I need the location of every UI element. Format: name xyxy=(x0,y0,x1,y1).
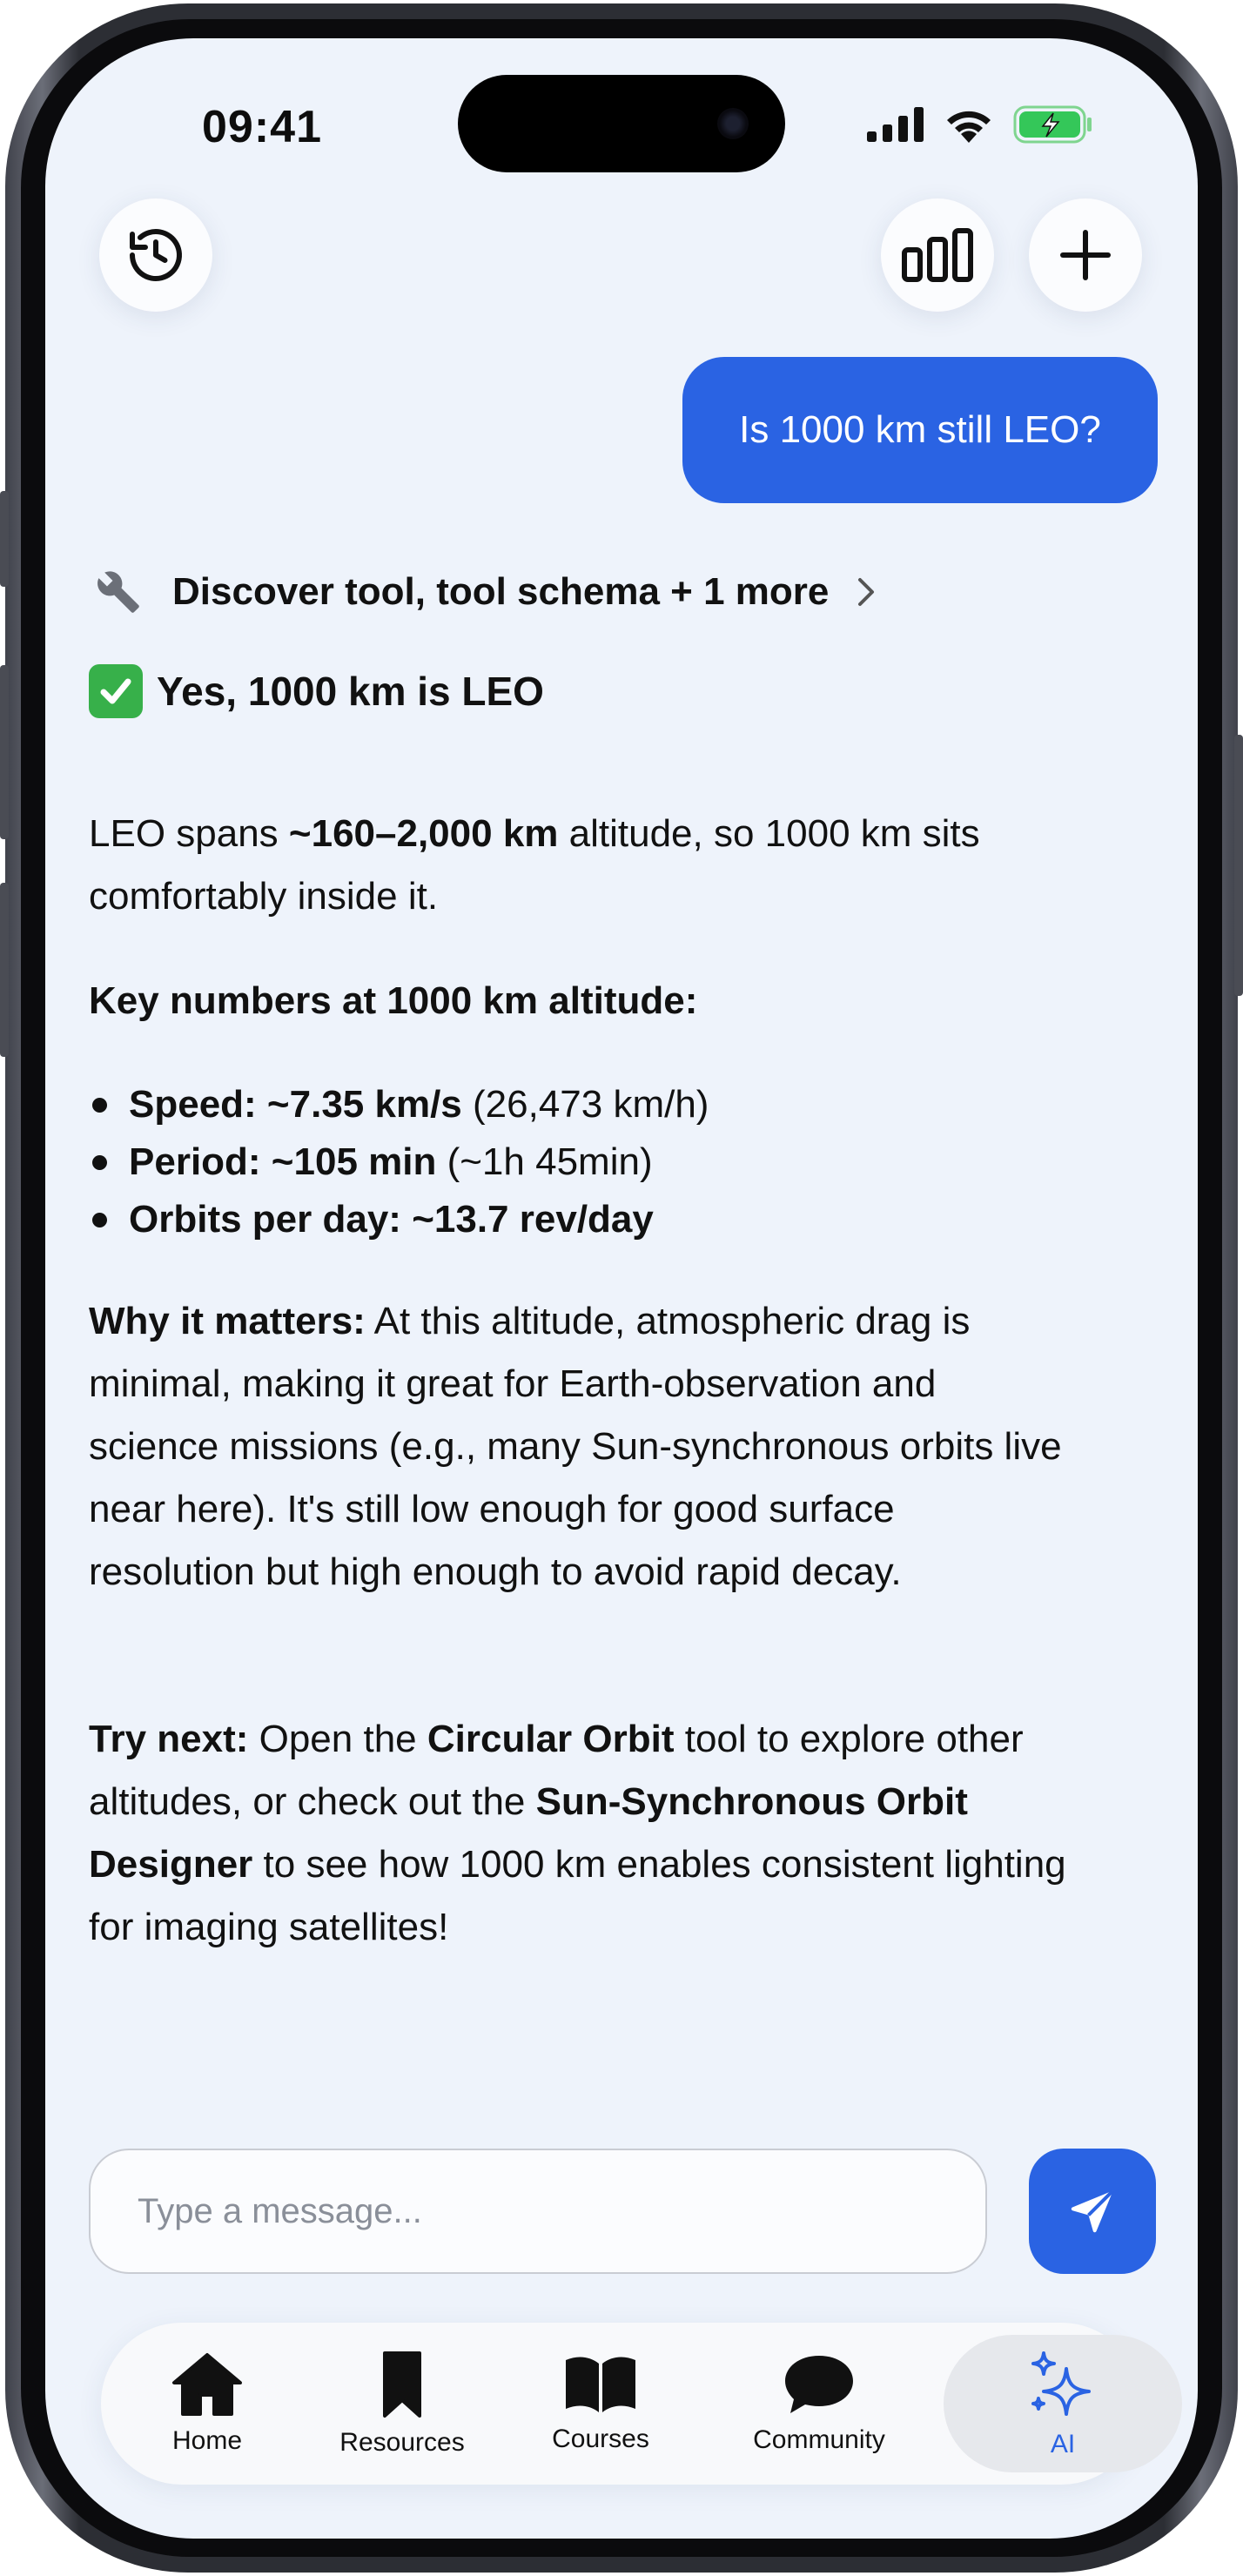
intro-range: ~160–2,000 km xyxy=(288,812,559,855)
intro-paragraph xyxy=(89,803,1099,928)
wifi-icon xyxy=(944,106,994,143)
stats-button[interactable] xyxy=(881,198,994,312)
why-it-matters-paragraph xyxy=(89,1290,1064,1604)
plus-icon xyxy=(1058,227,1113,283)
volume-down-button xyxy=(0,883,9,1057)
circular-orbit-link: Circular Orbit xyxy=(427,1718,675,1760)
tool-calls-summary[interactable] xyxy=(96,555,876,629)
answer-title xyxy=(89,660,1099,723)
bar-chart-icon xyxy=(901,227,974,283)
message-input[interactable] xyxy=(136,2191,985,2232)
history-icon xyxy=(124,224,187,286)
chat-bubble-icon xyxy=(782,2352,857,2417)
dynamic-island xyxy=(458,75,785,172)
tab-bar xyxy=(101,2323,1142,2485)
tab-resources[interactable] xyxy=(306,2323,498,2485)
volume-up-button xyxy=(0,665,9,839)
user-message-bubble: Is 1000 km still LEO? xyxy=(682,357,1158,503)
status-time: 09:41 xyxy=(202,102,322,152)
sparkles-icon xyxy=(1028,2348,1098,2421)
tab-community-label: Community xyxy=(753,2425,885,2454)
intro-text-c: altitude, so 1000 km sits comfortably inside it. xyxy=(89,812,980,918)
camera-icon xyxy=(717,108,749,139)
message-input-container[interactable] xyxy=(89,2149,987,2274)
chevron-right-icon xyxy=(857,576,876,608)
tool-calls-label: Discover tool, tool schema + 1 more xyxy=(172,570,830,613)
tab-courses-label: Courses xyxy=(552,2425,649,2453)
battery-charging-icon xyxy=(1013,105,1093,144)
list-item: Period: ~105 min (~1h 45min) xyxy=(89,1133,1099,1191)
new-chat-button[interactable] xyxy=(1029,198,1142,312)
tab-ai-label: AI xyxy=(1050,2430,1076,2458)
answer-title-text: Yes, 1000 km is LEO xyxy=(157,669,544,714)
key-numbers-heading: Key numbers at 1000 km altitude: xyxy=(89,979,698,1022)
list-item: Orbits per day: ~13.7 rev/day xyxy=(89,1191,1099,1248)
power-button xyxy=(1234,735,1243,996)
why-text: At this altitude, atmospheric drag is minimal, making it great for Earth-observation and science missions (e.g., many Sun-synchronous orbits live near here). It's still low enough for good surface resolution but high enough to avoid rapid decay. xyxy=(89,1300,1062,1593)
wrench-icon xyxy=(96,569,141,615)
check-mark-icon xyxy=(89,664,143,718)
tab-home[interactable] xyxy=(120,2323,294,2485)
bookmark-icon xyxy=(380,2350,425,2419)
action-button xyxy=(0,491,9,587)
status-icons xyxy=(867,103,1093,146)
tab-courses[interactable] xyxy=(505,2323,696,2485)
home-icon xyxy=(171,2351,244,2418)
sso-designer-link: Sun-Synchronous Orbit Designer xyxy=(89,1780,968,1886)
send-button[interactable] xyxy=(1029,2149,1156,2274)
screen xyxy=(45,38,1198,2539)
try-next-label: Try next: xyxy=(89,1718,249,1760)
tab-ai[interactable] xyxy=(944,2323,1182,2485)
send-icon xyxy=(1066,2185,1119,2237)
intro-text-a: LEO spans xyxy=(89,812,289,855)
tab-community[interactable] xyxy=(710,2323,928,2485)
book-icon xyxy=(562,2353,639,2416)
list-item: Speed: ~7.35 km/s (26,473 km/h) xyxy=(89,1076,1099,1133)
tab-home-label: Home xyxy=(171,2426,243,2455)
why-label: Why it matters: xyxy=(89,1300,366,1342)
cellular-signal-icon xyxy=(867,107,924,142)
try-next-paragraph: Try next: Open the Circular Orbit tool to explore other altitudes, or check out the Sun-Synchronous Orbit Designer to see how 1000 km enables consistent lighting for imaging satellites! xyxy=(89,1718,1066,1948)
key-numbers-list xyxy=(89,1076,1099,1248)
history-button[interactable] xyxy=(99,198,212,312)
tab-resources-label: Resources xyxy=(339,2428,465,2457)
